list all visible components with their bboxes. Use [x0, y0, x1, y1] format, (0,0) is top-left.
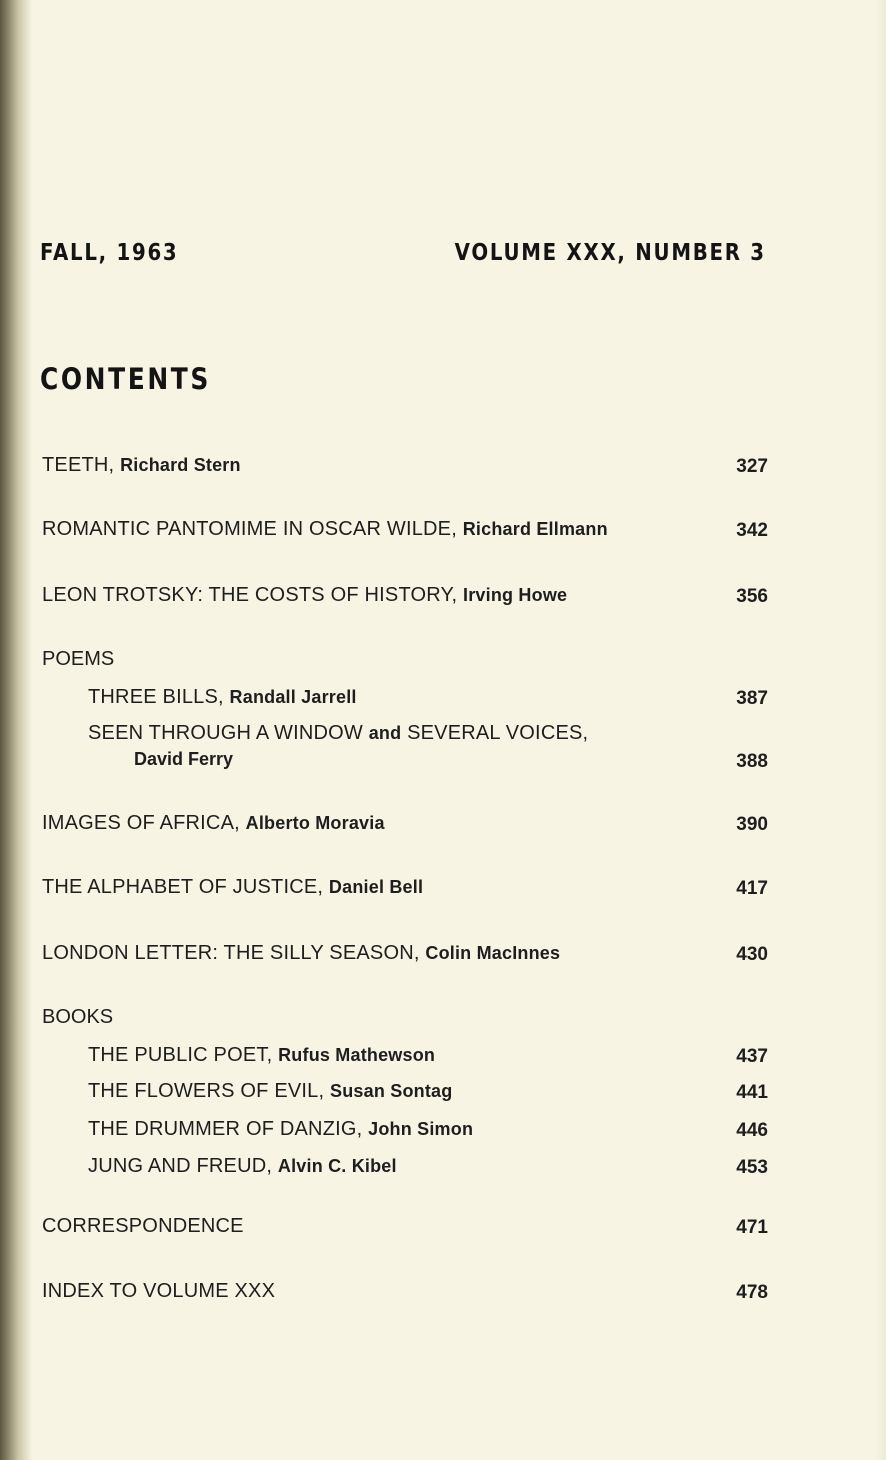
entry-title-line: [42, 876, 423, 899]
entry-author: Colin MacInnes: [425, 943, 561, 963]
entry-page: 417: [736, 878, 768, 899]
entry-title: CORRESPONDENCE: [42, 1215, 244, 1237]
binding-shadow: [0, 0, 32, 1460]
toc-entry: [42, 454, 768, 484]
entry-page: 327: [736, 456, 768, 477]
entry-title-continued: SEVERAL VOICES,: [401, 722, 589, 744]
entry-title-line: [88, 722, 588, 745]
entry-author: Susan Sontag: [330, 1081, 453, 1101]
toc-entry: [42, 1280, 768, 1310]
volume-number: VOLUME XXX, NUMBER 3: [454, 240, 766, 266]
toc-entry: [42, 584, 768, 614]
contents-heading: CONTENTS: [40, 362, 211, 396]
entry-page: 441: [736, 1082, 768, 1103]
section-label-poems: POEMS: [42, 648, 115, 670]
entry-author: Rufus Mathewson: [278, 1045, 436, 1065]
entry-page: 356: [736, 586, 768, 607]
entry-title: THREE BILLS,: [88, 686, 230, 708]
entry-title: INDEX TO VOLUME XXX: [42, 1280, 276, 1302]
entry-author: Alvin C. Kibel: [277, 1156, 397, 1176]
entry-page: 478: [736, 1282, 768, 1303]
entry-title: LEON TROTSKY: THE COSTS OF HISTORY,: [42, 584, 464, 606]
entry-title: THE FLOWERS OF EVIL,: [88, 1080, 331, 1102]
entry-title: ROMANTIC PANTOMIME IN OSCAR WILDE,: [42, 518, 463, 540]
entry-page: 387: [736, 688, 768, 709]
entry-title-line: [42, 518, 608, 541]
entry-title-line: [42, 584, 567, 607]
entry-title: LONDON LETTER: THE SILLY SEASON,: [42, 942, 426, 964]
entry-title: THE PUBLIC POET,: [88, 1044, 279, 1066]
entry-page: 390: [736, 814, 768, 835]
entry-title-conjunction: and: [368, 723, 402, 743]
toc-subentry: [88, 1080, 768, 1110]
entry-title: SEEN THROUGH A WINDOW: [88, 722, 369, 744]
entry-author: Richard Stern: [120, 455, 241, 475]
entry-page: 446: [736, 1120, 768, 1141]
entry-page: 388: [736, 751, 768, 772]
entry-author: Randall Jarrell: [229, 687, 357, 707]
entry-title-line: [88, 1044, 435, 1067]
entry-author: Richard Ellmann: [462, 519, 608, 539]
entry-title-line: [42, 454, 241, 477]
entry-title: IMAGES OF AFRICA,: [42, 812, 246, 834]
entry-title-line: [88, 686, 357, 709]
entry-title: THE ALPHABET OF JUSTICE,: [42, 876, 329, 898]
entry-title: TEETH,: [42, 454, 121, 476]
entry-title-line: [88, 1155, 397, 1178]
entry-page: 453: [736, 1157, 768, 1178]
toc-entry: [42, 518, 768, 548]
entry-author: Alberto Moravia: [245, 813, 385, 833]
toc-entry: [42, 812, 768, 842]
toc-entry: [42, 1215, 768, 1245]
entry-author: Daniel Bell: [328, 877, 424, 897]
section-label-books: BOOKS: [42, 1006, 114, 1028]
entry-page: 342: [736, 520, 768, 541]
toc-subentry: [88, 1118, 768, 1148]
page-edge: [876, 0, 886, 1460]
entry-page: 471: [736, 1217, 768, 1238]
toc-subentry: [88, 722, 768, 778]
entry-page: 437: [736, 1046, 768, 1067]
entry-page: 430: [736, 944, 768, 965]
toc-subentry: [88, 1155, 768, 1185]
entry-author: Irving Howe: [463, 585, 568, 605]
toc-subentry: [88, 686, 768, 716]
issue-date: FALL, 1963: [40, 240, 179, 266]
entry-title: JUNG AND FREUD,: [88, 1155, 278, 1177]
entry-author: David Ferry: [134, 749, 234, 769]
toc-subentry: [88, 1044, 768, 1074]
entry-title-line: [42, 942, 560, 965]
toc-entry: [42, 876, 768, 906]
entry-title-line: [88, 1080, 452, 1103]
toc-entry: [42, 942, 768, 972]
entry-title-line: [42, 812, 385, 835]
entry-author: John Simon: [368, 1119, 474, 1139]
entry-title-line: [88, 1118, 473, 1141]
entry-title: THE DRUMMER OF DANZIG,: [88, 1118, 369, 1140]
